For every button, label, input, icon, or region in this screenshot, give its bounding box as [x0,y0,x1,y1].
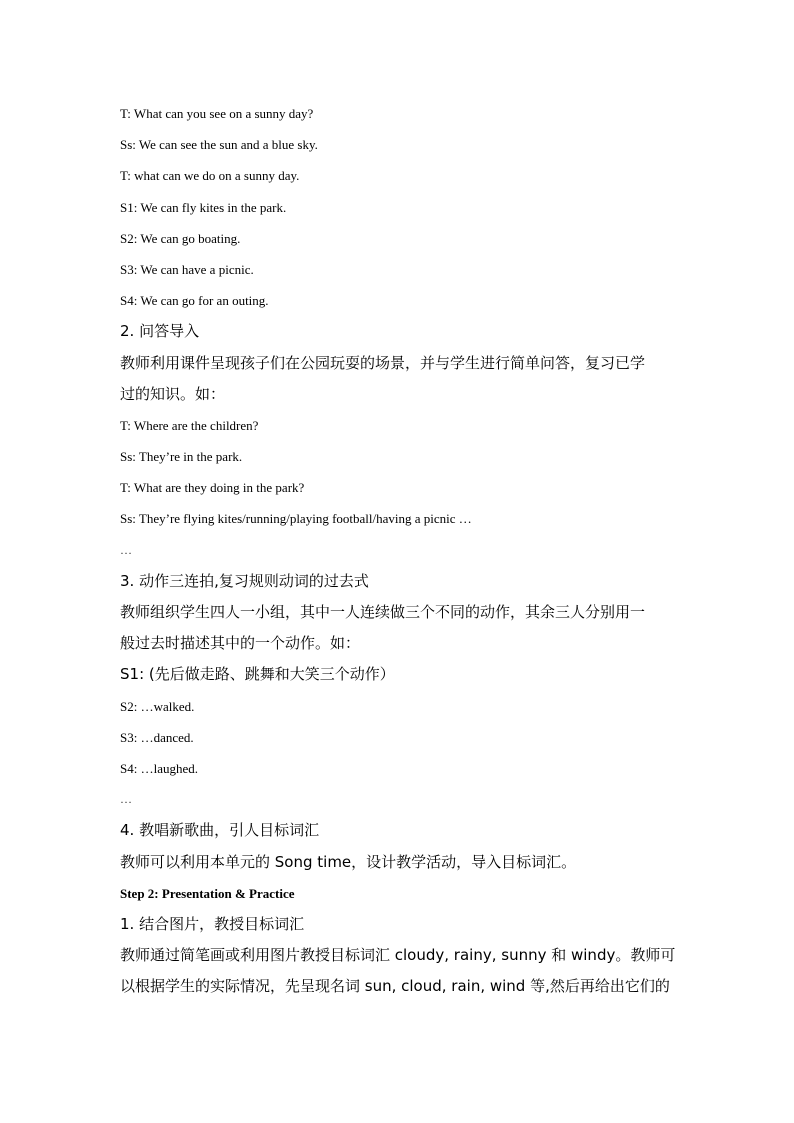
dialogue-line: Ss: We can see the sun and a blue sky. [120,137,318,153]
dialogue-line: T: What can you see on a sunny day? [120,106,314,121]
dialogue-line: Ss: They’re flying kites/running/playing football/having a picnic … [120,511,472,527]
paragraph-line: 教师组织学生四人一小组，其中一人连续做三个不同的动作，其余三人分别用一 [120,603,646,621]
dialogue-line: Ss: They’re in the park. [120,449,243,465]
dialogue-line: T: what can we do on a sunny day. [120,168,300,184]
dialogue-line: S3: We can have a picnic. [120,261,254,277]
dialogue-line: S2: We can go boating. [120,230,241,246]
paragraph-line: 般过去时描述其中的一个动作。如： [120,634,361,653]
section-heading: 2. 问答导入 [120,322,200,341]
dialogue-line: S1: (先后做走路、跳舞和大笑三个动作） [120,665,395,684]
dialogue-line: S3: …danced. [120,729,194,745]
document-body [120,98,680,1002]
ellipsis-line: … [120,792,132,807]
dialogue-line: T: What are they doing in the park? [120,480,305,496]
step-heading: Step 2: Presentation & Practice [120,885,295,901]
paragraph-line: 教师可以利用本单元的 Song time，设计教学活动，导入目标词汇。 [120,852,577,871]
dialogue-line: S4: …laughed. [120,760,198,776]
dialogue-line: S4: We can go for an outing. [120,293,269,309]
paragraph-line: 过的知识。如： [120,384,226,403]
paragraph-line: 教师通过简笔画或利用图片教授目标词汇 cloudy, rainy, sunny 和 windy。教师可 [120,946,676,965]
section-heading: 4. 教唱新歌曲，引人目标词汇 [120,821,320,840]
ellipsis-line: … [120,542,132,557]
paragraph-line: 以根据学生的实际情况，先呈现名词 sun, cloud, rain, wind 等,然后再给出它们的 [120,977,670,996]
section-heading: 1. 结合图片，教授目标词汇 [120,914,305,933]
paragraph-line: 教师利用课件呈现孩子们在公园玩耍的场景，并与学生进行简单问答，复习已学 [120,353,646,372]
dialogue-line: S1: We can fly kites in the park. [120,199,287,215]
dialogue-line: T: Where are the children? [120,417,259,433]
section-heading: 3. 动作三连拍,复习规则动词的过去式 [120,571,369,590]
dialogue-line: S2: …walked. [120,698,195,714]
